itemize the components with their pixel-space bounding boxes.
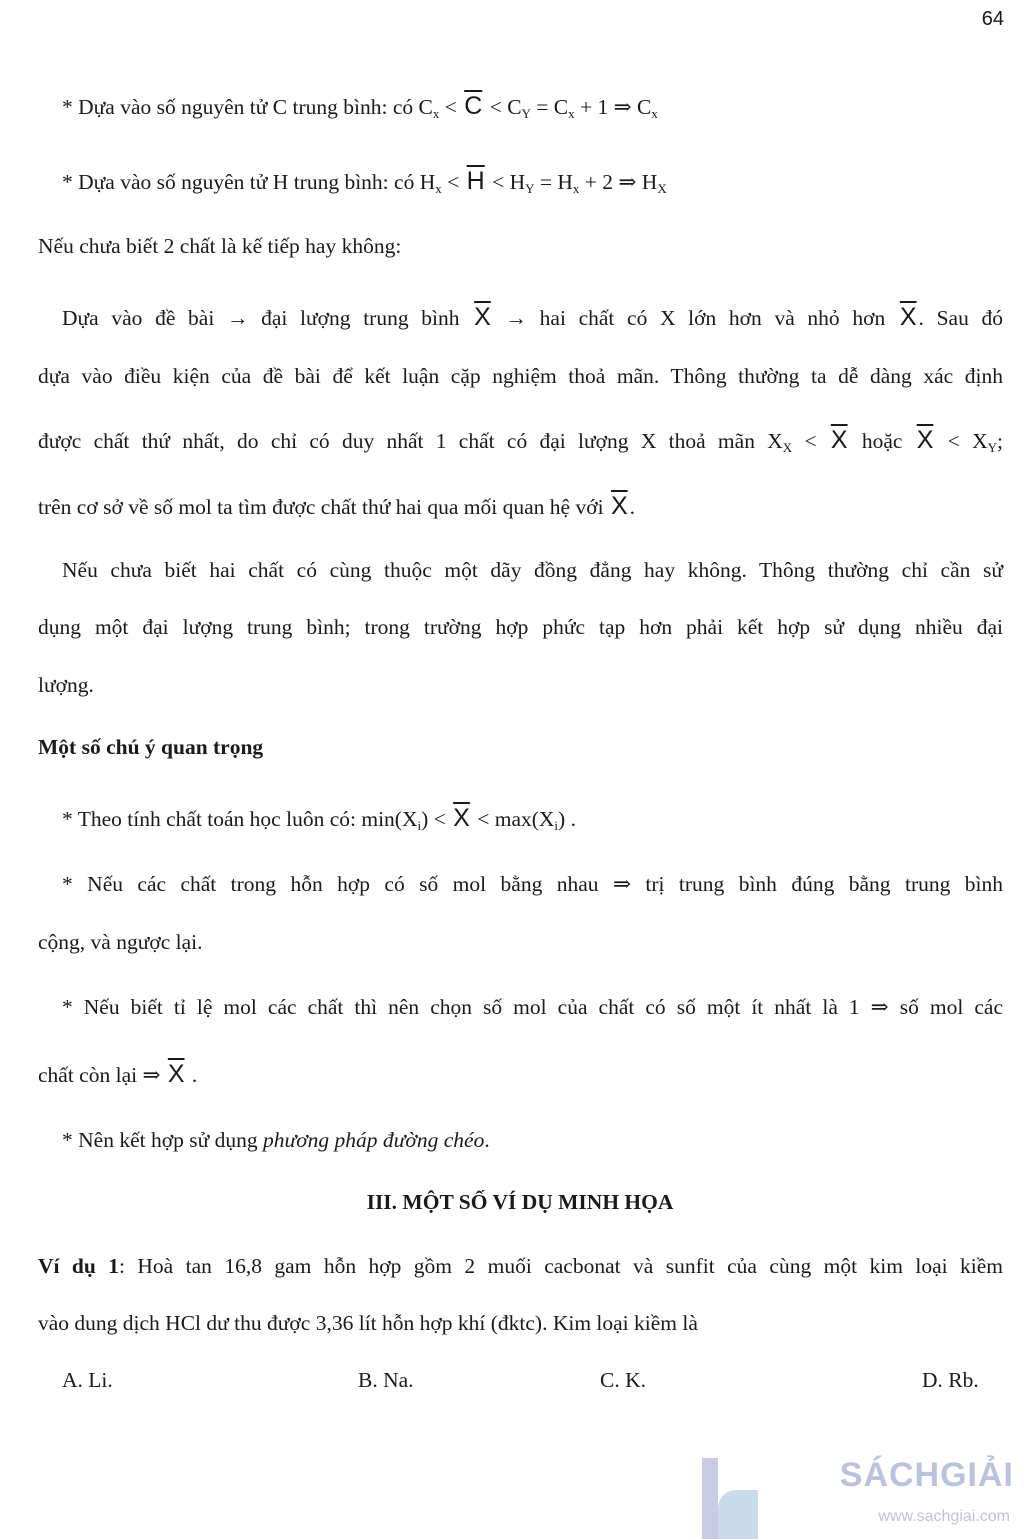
paragraph-line: trên cơ sở về số mol ta tìm được chất thứ hai qua mối quan hệ với $\overline{X}$.	[38, 492, 635, 520]
option-c: C. K.	[600, 1368, 646, 1392]
note-min-max: * Theo tính chất toán học luôn có: $\min(X_i) < \overline{X} < \max(X_i)$ .	[62, 804, 576, 833]
option-d: D. Rb.	[922, 1368, 979, 1392]
paragraph-line: Dựa vào đề bài → đại lượng trung bình $\overline{X}$ → hai chất có X lớn hơn và nhỏ hơn $\overline{X}$. Sau đó	[62, 303, 1003, 331]
paragraph-line: Nếu chưa biết hai chất có cùng thuộc một dãy đồng đẳng hay không. Thông thường chỉ cần sử	[62, 558, 1003, 582]
section-title: Một số chú ý quan trọng	[38, 735, 264, 759]
option-b: B. Na.	[358, 1368, 414, 1392]
note-mol-ratio-cont: chất còn lại ⇒ $\overline{X}$ .	[38, 1060, 198, 1088]
note-equal-mol-cont: cộng, và ngược lại.	[38, 930, 203, 954]
watermark-logo: SÁCHGIẢI	[839, 1456, 1014, 1494]
note-mol-ratio: * Nếu biết tỉ lệ mol các chất thì nên chọn số mol của chất có số một ít nhất là 1 ⇒ số mol các	[62, 995, 1003, 1019]
paragraph-line: dựa vào điều kiện của đề bài để kết luận cặp nghiệm thoả mãn. Thông thường ta dễ dàng xác định	[38, 364, 1003, 388]
average-hydrogen-line: * Dựa vào số nguyên tử H trung bình: có $H_x < \overline{H} < H_Y = H_x + 2$ ⇒ $H_X$	[62, 167, 667, 196]
example-1-line: Ví dụ 1: Hoà tan 16,8 gam hỗn hợp gồm 2 muối cacbonat và sunfit của cùng một kim loại kiềm	[38, 1254, 1003, 1278]
watermark-decoration	[702, 1458, 718, 1539]
page-number: 64	[981, 8, 1004, 30]
paragraph-line: được chất thứ nhất, do chỉ có duy nhất 1 chất có đại lượng X thoả mãn $X_X < \overline{X}$ hoặc $\overline{X} < X_Y$;	[38, 426, 1003, 455]
paragraph-line: dụng một đại lượng trung bình; trong trường hợp phức tạp hơn phải kết hợp sử dụng nhiều đại	[38, 615, 1003, 639]
watermark-decoration	[718, 1490, 758, 1539]
note-cross-method: * Nên kết hợp sử dụng phương pháp đường chéo.	[62, 1128, 490, 1152]
watermark-url: www.sachgiai.com	[878, 1508, 1010, 1525]
option-a: A. Li.	[62, 1368, 113, 1392]
paragraph-line: lượng.	[38, 673, 94, 697]
section-heading: III. MỘT SỐ VÍ DỤ MINH HỌA	[366, 1190, 674, 1214]
note-equal-mol: * Nếu các chất trong hỗn hợp có số mol bằng nhau ⇒ trị trung bình đúng bằng trung bình	[62, 872, 1003, 896]
average-carbon-line: * Dựa vào số nguyên tử C trung bình: có $C_x < \overline{C} < C_Y = C_x + 1$ ⇒ $C_x$	[62, 92, 658, 121]
example-1-line: vào dung dịch HCl dư thu được 3,36 lít hỗn hợp khí (đktc). Kim loại kiềm là	[38, 1311, 698, 1335]
paragraph-intro: Nếu chưa biết 2 chất là kế tiếp hay không:	[38, 234, 402, 258]
